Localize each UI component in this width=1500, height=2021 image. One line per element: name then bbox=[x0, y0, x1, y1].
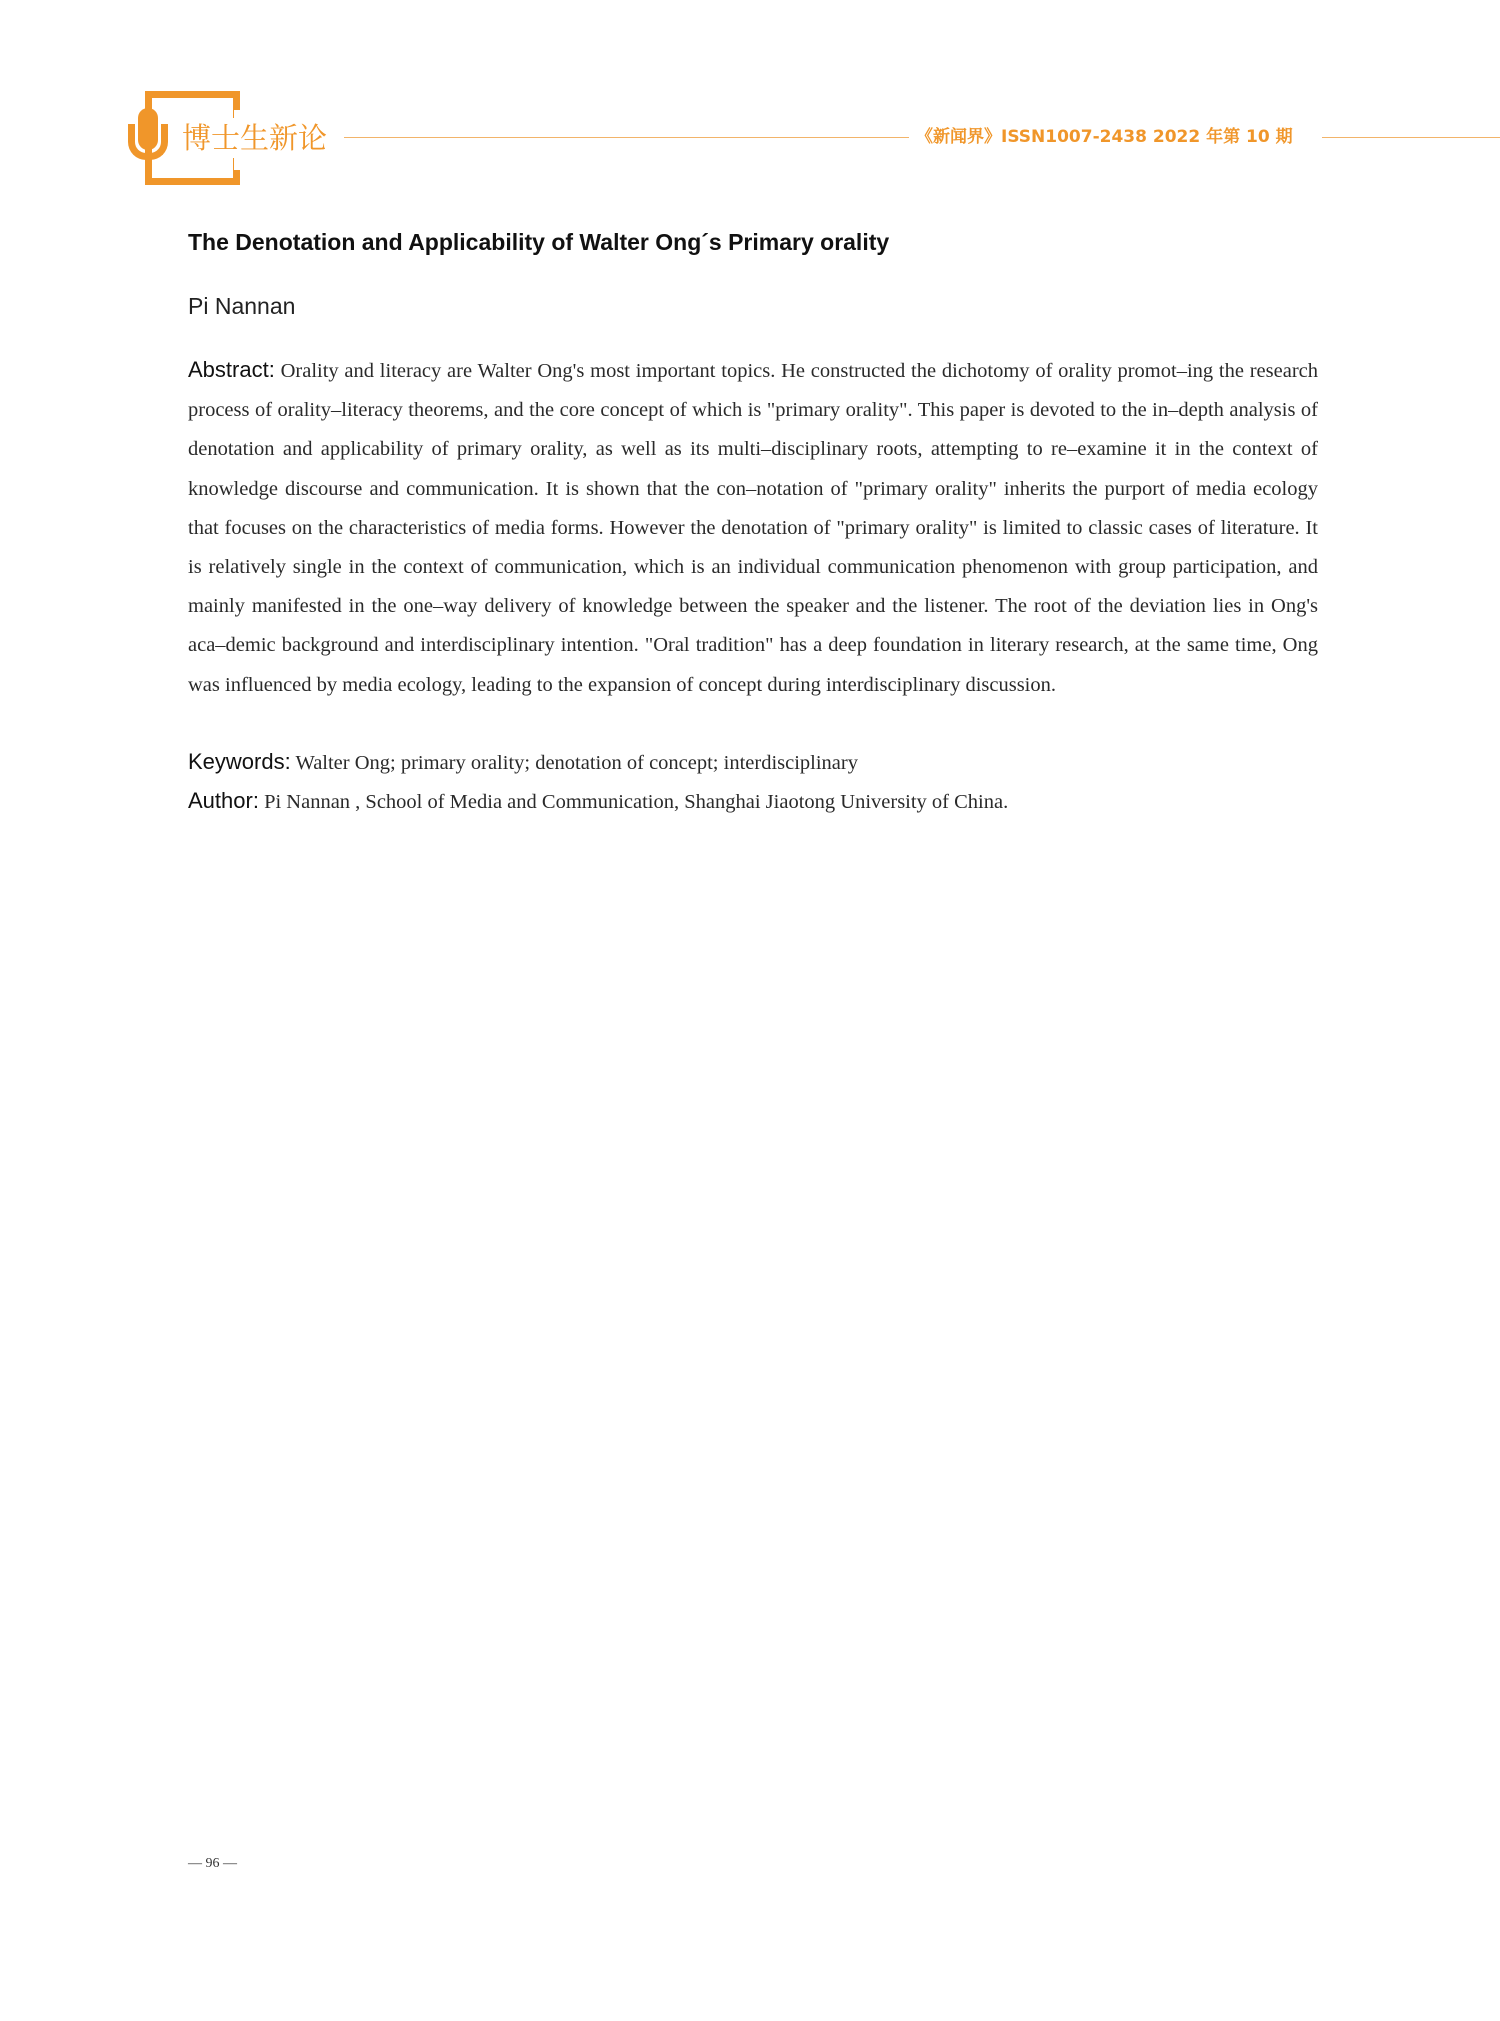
affiliation-text: Pi Nannan , School of Media and Communication, Shanghai Jiaotong University of China. bbox=[264, 791, 1009, 813]
page-number: — 96 — bbox=[188, 1856, 237, 1871]
keywords-text: Walter Ong; primary orality; denotation of concept; interdisciplinary bbox=[295, 752, 858, 774]
keywords-label: Keywords: bbox=[188, 749, 291, 774]
affiliation-label: Author: bbox=[188, 788, 259, 813]
article-title: The Denotation and Applicability of Walter Ong´s Primary orality bbox=[188, 229, 890, 255]
abstract-text: Orality and literacy are Walter Ong's most important topics. He constructed the dichotomy of orality promot–ing the research process of orality–literacy theorems, and the core concept of which is "primary orality". This paper is devoted to the in–depth analysis of denotation and applicability of primary orality, as well as its multi–disciplinary roots, attempting to re–examine it in the context of knowledge discourse and communication. It is shown that the con–notation of "primary orality" inherits the purport of media ecology that focuses on the characteristics of media forms. However the denotation of "primary orality" is limited to classic cases of literature. It is relatively single in the context of communication, which is an individual communication phenomenon with group participation, and mainly manifested in the one–way delivery of knowledge between the speaker and the listener. The root of the deviation lies in Ong's aca–demic background and interdisciplinary intention. "Oral tradition" has a deep foundation in literary research, at the same time, Ong was influenced by media ecology, leading to the expansion of concept during interdisciplinary discussion. bbox=[188, 360, 1319, 696]
abstract-paragraph bbox=[188, 350, 1318, 705]
abstract-label: Abstract: bbox=[188, 357, 275, 382]
keywords-line bbox=[188, 742, 1318, 783]
author-name: Pi Nannan bbox=[188, 293, 296, 319]
journal-info: 《新闻界》ISSN1007-2438 2022 年第 10 期 bbox=[916, 127, 1293, 147]
column-name: 博士生新论 bbox=[180, 118, 331, 158]
header-rule-left bbox=[344, 137, 909, 138]
header-rule-right bbox=[1322, 137, 1500, 138]
author-affiliation-line bbox=[188, 781, 1318, 822]
